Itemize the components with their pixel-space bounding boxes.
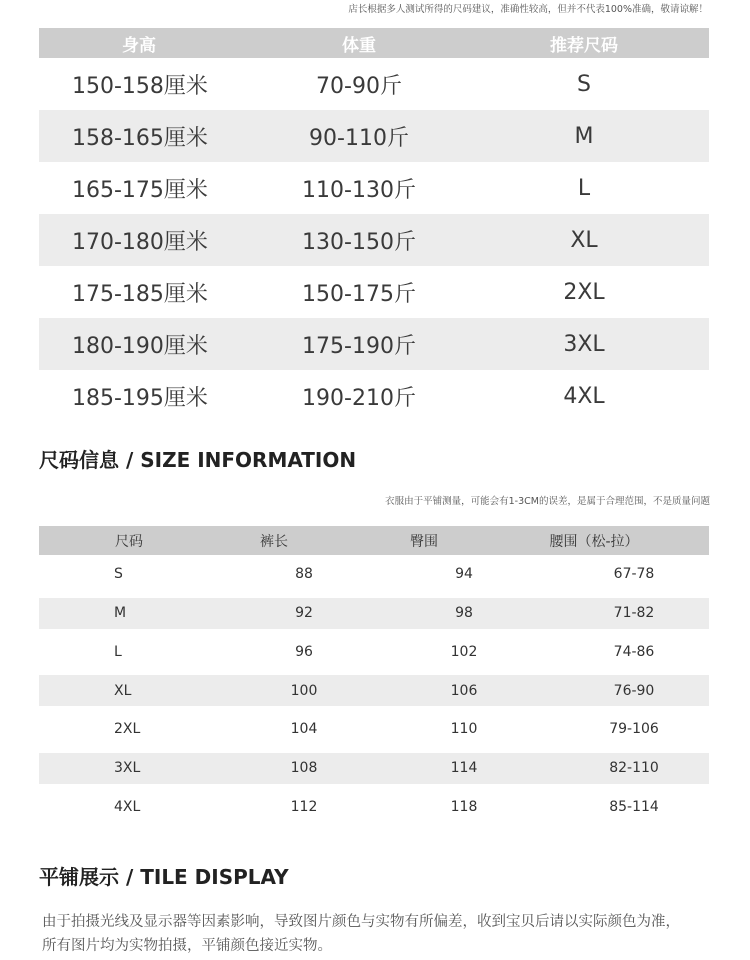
tile-display-title: 平铺展示 / TILE DISPLAY <box>39 865 289 889</box>
height-cell: 150-158厘米 <box>72 73 208 99</box>
table-row <box>39 318 709 370</box>
weight-cell: 175-190斤 <box>302 333 416 359</box>
header-hip: 臀围 <box>410 533 438 550</box>
tile-display-description: 由于拍摄光线及显示器等因素影响，导致图片颜色与实物有所偏差，收到宝贝后请以实际颜色为准，所有图片均为实物拍摄，平铺颜色接近实物。 <box>42 914 680 954</box>
size-cell: 3XL <box>114 760 141 776</box>
measurement-note: 衣服由于平铺测量，可能会有1-3CM的误差，是属于合理范围，不是质量问题 <box>385 496 710 507</box>
size-cell: XL <box>114 682 132 699</box>
top-note: 店长根据多人测试所得的尺码建议，准确性较高，但并不代表100%准确，敬请谅解！ <box>348 4 708 15</box>
hip-cell: 110 <box>450 721 478 738</box>
size-cell: M <box>114 605 127 621</box>
size-cell: L <box>577 175 591 201</box>
waist-cell: 85-114 <box>609 798 659 815</box>
length-cell: 96 <box>295 643 313 660</box>
size-cell: S <box>114 566 123 583</box>
length-cell: 112 <box>290 798 318 815</box>
size-cell: M <box>574 123 594 149</box>
waist-cell: 71-82 <box>613 605 655 621</box>
table-row <box>39 214 709 266</box>
height-cell: 185-195厘米 <box>72 385 208 411</box>
table-row <box>39 788 709 827</box>
table-row <box>39 633 709 672</box>
size-cell: L <box>114 643 122 660</box>
table-row <box>39 753 709 784</box>
length-cell: 100 <box>290 682 318 699</box>
table-row <box>39 58 709 110</box>
size-cell: 2XL <box>114 721 141 738</box>
table-row <box>39 598 709 629</box>
header-pants-length: 裤长 <box>260 533 288 550</box>
hip-cell: 94 <box>455 566 473 583</box>
size-recommendation-table <box>39 28 709 422</box>
weight-cell: 90-110斤 <box>309 125 409 151</box>
hip-cell: 106 <box>450 682 478 699</box>
size-information-title: 尺码信息 / SIZE INFORMATION <box>39 448 357 472</box>
table-row <box>39 110 709 162</box>
weight-cell: 70-90斤 <box>316 73 402 99</box>
height-cell: 165-175厘米 <box>72 177 208 203</box>
header-recommended-size: 推荐尺码 <box>550 35 618 56</box>
table-header <box>39 526 709 555</box>
table-row <box>39 266 709 318</box>
hip-cell: 118 <box>450 798 478 815</box>
height-cell: 175-185厘米 <box>72 281 208 307</box>
size-cell: 3XL <box>563 331 605 357</box>
waist-cell: 74-86 <box>613 643 655 660</box>
size-cell: 2XL <box>563 279 605 305</box>
weight-cell: 110-130斤 <box>302 177 416 203</box>
length-cell: 88 <box>295 566 313 583</box>
header-size: 尺码 <box>115 533 143 550</box>
header-height: 身高 <box>122 35 156 56</box>
height-cell: 170-180厘米 <box>72 229 208 255</box>
header-weight: 体重 <box>342 35 376 56</box>
size-cell: S <box>577 71 591 97</box>
height-cell: 158-165厘米 <box>72 125 208 151</box>
waist-cell: 76-90 <box>613 682 655 699</box>
size-cell: 4XL <box>563 383 605 409</box>
table-header <box>39 28 709 58</box>
length-cell: 108 <box>290 760 318 776</box>
length-cell: 104 <box>290 721 318 738</box>
length-cell: 92 <box>295 605 313 621</box>
table-row <box>39 675 709 706</box>
hip-cell: 114 <box>450 760 478 776</box>
hip-cell: 98 <box>455 605 473 621</box>
hip-cell: 102 <box>450 643 478 660</box>
table-row <box>39 555 709 594</box>
table-row <box>39 162 709 214</box>
header-waist: 腰围（松-拉） <box>549 533 639 550</box>
waist-cell: 82-110 <box>609 760 659 776</box>
size-cell: XL <box>570 227 598 253</box>
table-row <box>39 710 709 749</box>
weight-cell: 150-175斤 <box>302 281 416 307</box>
height-cell: 180-190厘米 <box>72 333 208 359</box>
size-cell: 4XL <box>114 798 141 815</box>
size-information-table <box>39 526 709 826</box>
weight-cell: 190-210斤 <box>302 385 416 411</box>
weight-cell: 130-150斤 <box>302 229 416 255</box>
table-row <box>39 370 709 422</box>
waist-cell: 79-106 <box>609 721 659 738</box>
waist-cell: 67-78 <box>613 566 655 583</box>
